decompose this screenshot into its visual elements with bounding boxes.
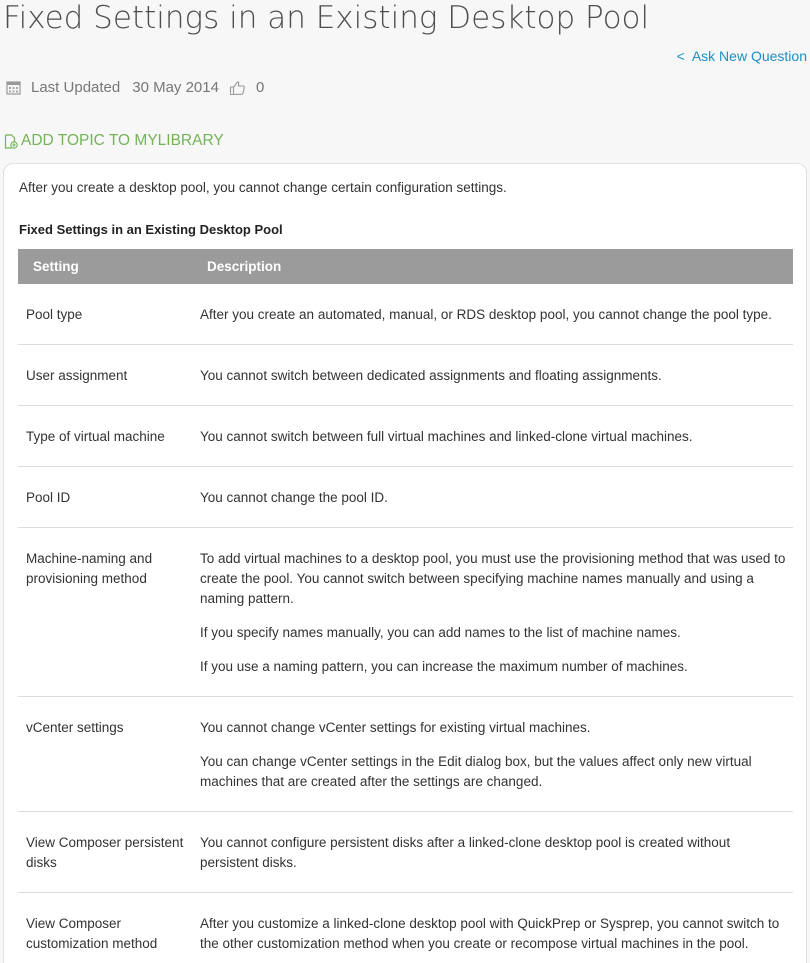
content-card (3, 163, 807, 963)
table-row (18, 345, 793, 406)
last-updated-date: 30 May 2014 (132, 79, 219, 96)
table-row (18, 893, 793, 963)
description-cell (192, 284, 793, 345)
table-row (18, 284, 793, 345)
table-row (18, 697, 793, 812)
chevron-left-icon: < (676, 48, 685, 64)
description-paragraph: You cannot switch between full virtual machines and linked-clone virtual machines. (200, 429, 693, 444)
setting-cell: Pool ID (18, 467, 192, 528)
description-paragraph: After you create an automated, manual, or RDS desktop pool, you cannot change the pool type. (200, 307, 772, 322)
calendar-icon (6, 80, 21, 95)
table-row (18, 528, 793, 697)
description-paragraph: After you customize a linked-clone desktop pool with QuickPrep or Sysprep, you cannot switch to the other customization method when you create or recompose virtual machines in the pool. (200, 916, 780, 951)
table-row (18, 467, 793, 528)
ask-new-question-label: Ask New Question (691, 48, 807, 64)
column-header-setting: Setting (18, 249, 192, 284)
description-paragraph: If you use a naming pattern, you can increase the maximum number of machines. (200, 659, 688, 674)
description-cell (192, 697, 793, 812)
description-paragraph: To add virtual machines to a desktop pool, you must use the provisioning method that was used to create the pool. You cannot switch between specifying machine names manually and using a naming pattern. (200, 551, 786, 606)
meta-row (6, 79, 264, 96)
last-updated-label: Last Updated (31, 79, 121, 96)
description-cell (192, 528, 793, 697)
description-cell (192, 812, 793, 893)
description-paragraph: If you specify names manually, you can add names to the list of machine names. (200, 625, 681, 640)
setting-cell: View Composer customization method (26, 916, 158, 951)
description-cell (192, 893, 793, 963)
setting-cell: Machine-naming and provisioning method (18, 528, 192, 697)
description-paragraph: You cannot change the pool ID. (200, 490, 388, 505)
setting-cell: vCenter settings (18, 697, 192, 812)
add-topic-button[interactable] (4, 132, 224, 150)
add-document-icon (4, 134, 18, 149)
description-cell (192, 467, 793, 528)
thumbs-up-icon[interactable] (229, 80, 246, 96)
add-topic-label: ADD TOPIC TO MYLIBRARY (21, 132, 224, 149)
description-paragraph: You cannot switch between dedicated assignments and floating assignments. (200, 368, 662, 383)
setting-cell: User assignment (18, 345, 192, 406)
setting-cell: View Composer persistent disks (18, 812, 192, 893)
setting-cell: Type of virtual machine (18, 406, 192, 467)
table-caption: Fixed Settings in an Existing Desktop Pool (19, 222, 283, 237)
fixed-settings-table (18, 249, 793, 963)
table-row (18, 812, 793, 893)
setting-cell: Pool type (18, 284, 192, 345)
description-paragraph: You cannot configure persistent disks after a linked-clone desktop pool is created without persistent disks. (200, 835, 731, 870)
table-header-row (18, 249, 793, 284)
column-header-description: Description (192, 249, 793, 284)
description-cell (192, 406, 793, 467)
description-paragraph: You cannot change vCenter settings for existing virtual machines. (200, 720, 591, 735)
intro-text: After you create a desktop pool, you cannot change certain configuration settings. (19, 180, 507, 195)
likes-count: 0 (255, 79, 265, 96)
ask-new-question-link[interactable] (677, 48, 807, 64)
table-row (18, 406, 793, 467)
description-cell (192, 345, 793, 406)
page-title: Fixed Settings in an Existing Desktop Pool (3, 0, 650, 36)
description-paragraph: You can change vCenter settings in the Edit dialog box, but the values affect only new virtual machines that are created after the settings are changed. (200, 754, 752, 789)
